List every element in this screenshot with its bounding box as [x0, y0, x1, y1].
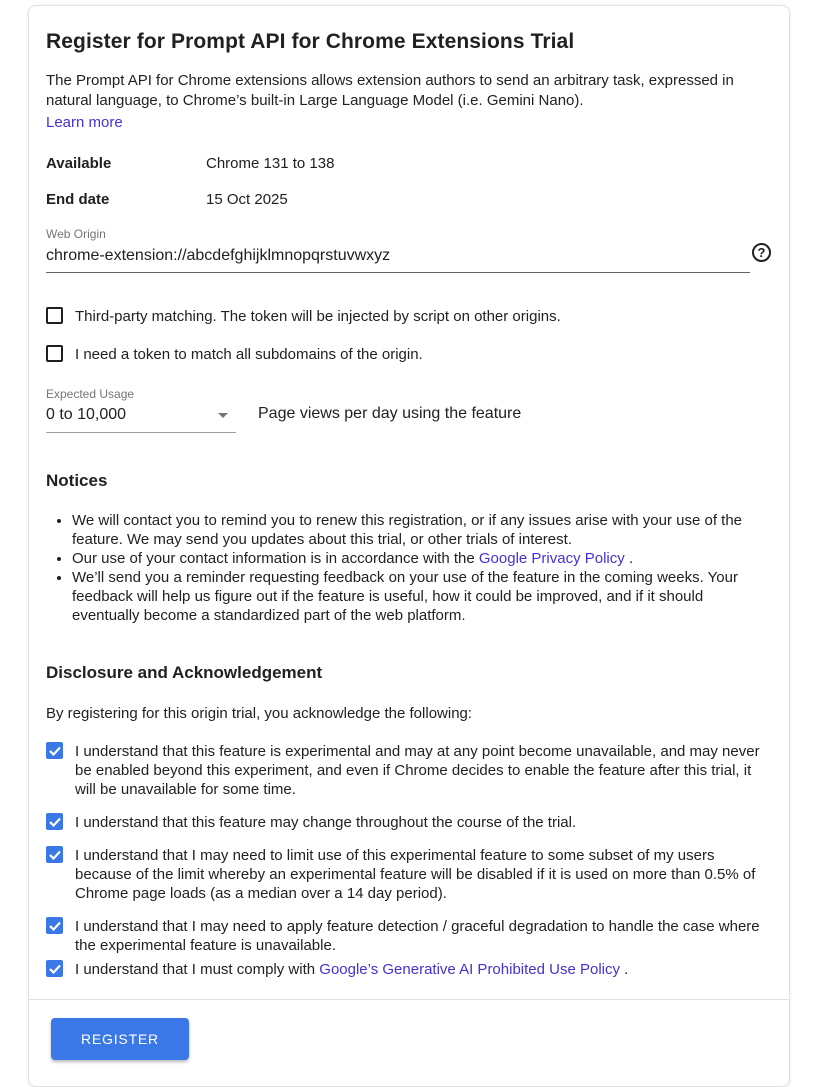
- ack-experimental-checkbox[interactable]: [46, 742, 63, 759]
- check-icon: [49, 964, 61, 974]
- expected-usage-hint: Page views per day using the feature: [258, 405, 522, 422]
- ack-item-prohibited-use[interactable]: [46, 960, 771, 979]
- ack-feature-detection-checkbox[interactable]: [46, 917, 63, 934]
- third-party-matching-label: Third-party matching. The token will be injected by script on other origins.: [75, 308, 561, 325]
- ack-text: I understand that I may need to apply feature detection / graceful degradation to handle the case where the experimental feature is unavailable.: [75, 918, 760, 954]
- registration-card: [28, 5, 790, 1087]
- learn-more-link[interactable]: Learn more: [46, 114, 123, 131]
- ack-may-change-checkbox[interactable]: [46, 813, 63, 830]
- register-button[interactable]: REGISTER: [51, 1018, 189, 1060]
- notices-heading: Notices: [46, 471, 108, 490]
- page-title: Register for Prompt API for Chrome Extensions Trial: [46, 30, 575, 53]
- prohibited-use-policy-link[interactable]: Google’s Generative AI Prohibited Use Policy: [319, 961, 620, 978]
- expected-usage-field: [46, 387, 771, 433]
- expected-usage-label: Expected Usage: [46, 387, 135, 401]
- web-origin-label: Web Origin: [46, 227, 106, 241]
- ack-item-experimental[interactable]: [46, 742, 771, 799]
- web-origin-field: [46, 227, 771, 273]
- subdomain-matching-option[interactable]: [46, 345, 771, 364]
- ack-text: I understand that I may need to limit use of this experimental feature to some subset of my users because of the limit whereby an experimental feature will be disabled if it is used on more than 0.5% of Chrome page loads (as a median over a 14 day period).: [75, 847, 756, 902]
- third-party-matching-checkbox[interactable]: [46, 307, 63, 324]
- check-icon: [49, 921, 61, 931]
- ack-text: I understand that this feature is experimental and may at any point become unavailable, and may never be enabled beyond this experiment, and even if Chrome decides to enable the feature after this trial, it will be unavailable for some time.: [75, 743, 760, 798]
- check-icon: [49, 746, 61, 756]
- notice-suffix: .: [624, 550, 634, 567]
- end-date-value: 15 Oct 2025: [206, 191, 288, 208]
- subdomain-matching-checkbox[interactable]: [46, 345, 63, 362]
- help-icon[interactable]: ?: [752, 243, 771, 262]
- notice-text: Our use of your contact information is in accordance with the: [72, 550, 479, 567]
- description-text: The Prompt API for Chrome extensions allows extension authors to send an arbitrary task, expressed in natural language, to Chrome’s built-in Large Language Model (i.e. Gemini Nano).: [46, 72, 734, 109]
- ack-item-limit-use[interactable]: [46, 846, 771, 903]
- notice-item: [72, 549, 771, 568]
- trial-description: [46, 71, 766, 133]
- ack-experimental-label: [75, 742, 768, 799]
- ack-suffix: .: [620, 961, 629, 978]
- notice-text: We will contact you to remind you to renew this registration, or if any issues arise with your use of the feature. We may send you updates about this trial, or other trials of interest.: [72, 512, 743, 548]
- ack-feature-detection-label: [75, 917, 768, 955]
- ack-limit-use-checkbox[interactable]: [46, 846, 63, 863]
- chevron-down-icon: [218, 413, 228, 418]
- privacy-policy-link[interactable]: Google Privacy Policy: [478, 550, 625, 567]
- third-party-matching-option[interactable]: [46, 307, 771, 326]
- check-icon: [49, 850, 61, 860]
- web-origin-input[interactable]: [46, 241, 750, 273]
- notice-item: [72, 511, 771, 549]
- check-icon: [49, 817, 61, 827]
- notice-text: We’ll send you a reminder requesting feedback on your use of the feature in the coming weeks. Your feedback will help us figure out if the feature is useful, how it could be improved, and if it should eventually become a standardized part of the web platform.: [72, 569, 738, 624]
- ack-limit-use-label: [75, 846, 768, 903]
- expected-usage-value: 0 to 10,000: [46, 406, 127, 423]
- detail-row-end-date: [46, 191, 771, 208]
- expected-usage-select[interactable]: [46, 403, 236, 433]
- end-date-label: End date: [46, 191, 110, 208]
- ack-prohibited-use-checkbox[interactable]: [46, 960, 63, 977]
- disclosure-heading: Disclosure and Acknowledgement: [46, 663, 323, 682]
- available-value: Chrome 131 to 138: [206, 155, 335, 172]
- trial-details: [46, 155, 771, 208]
- acknowledgement-list: [46, 742, 771, 979]
- notice-item: [72, 568, 771, 625]
- available-label: Available: [46, 155, 112, 172]
- ack-text: I understand that this feature may change throughout the course of the trial.: [75, 814, 577, 831]
- disclosure-intro: By registering for this origin trial, you acknowledge the following:: [46, 705, 473, 722]
- ack-prohibited-use-label: [75, 960, 628, 979]
- notices-list: [46, 511, 771, 625]
- detail-row-available: [46, 155, 771, 172]
- ack-text: I understand that I must comply with: [75, 961, 320, 978]
- subdomain-matching-label: I need a token to match all subdomains of the origin.: [75, 346, 423, 363]
- expected-usage-row: [46, 403, 771, 433]
- ack-item-feature-detection[interactable]: [46, 917, 771, 955]
- ack-may-change-label: [75, 813, 576, 832]
- ack-item-may-change[interactable]: [46, 813, 771, 832]
- footer-divider: [29, 999, 789, 1000]
